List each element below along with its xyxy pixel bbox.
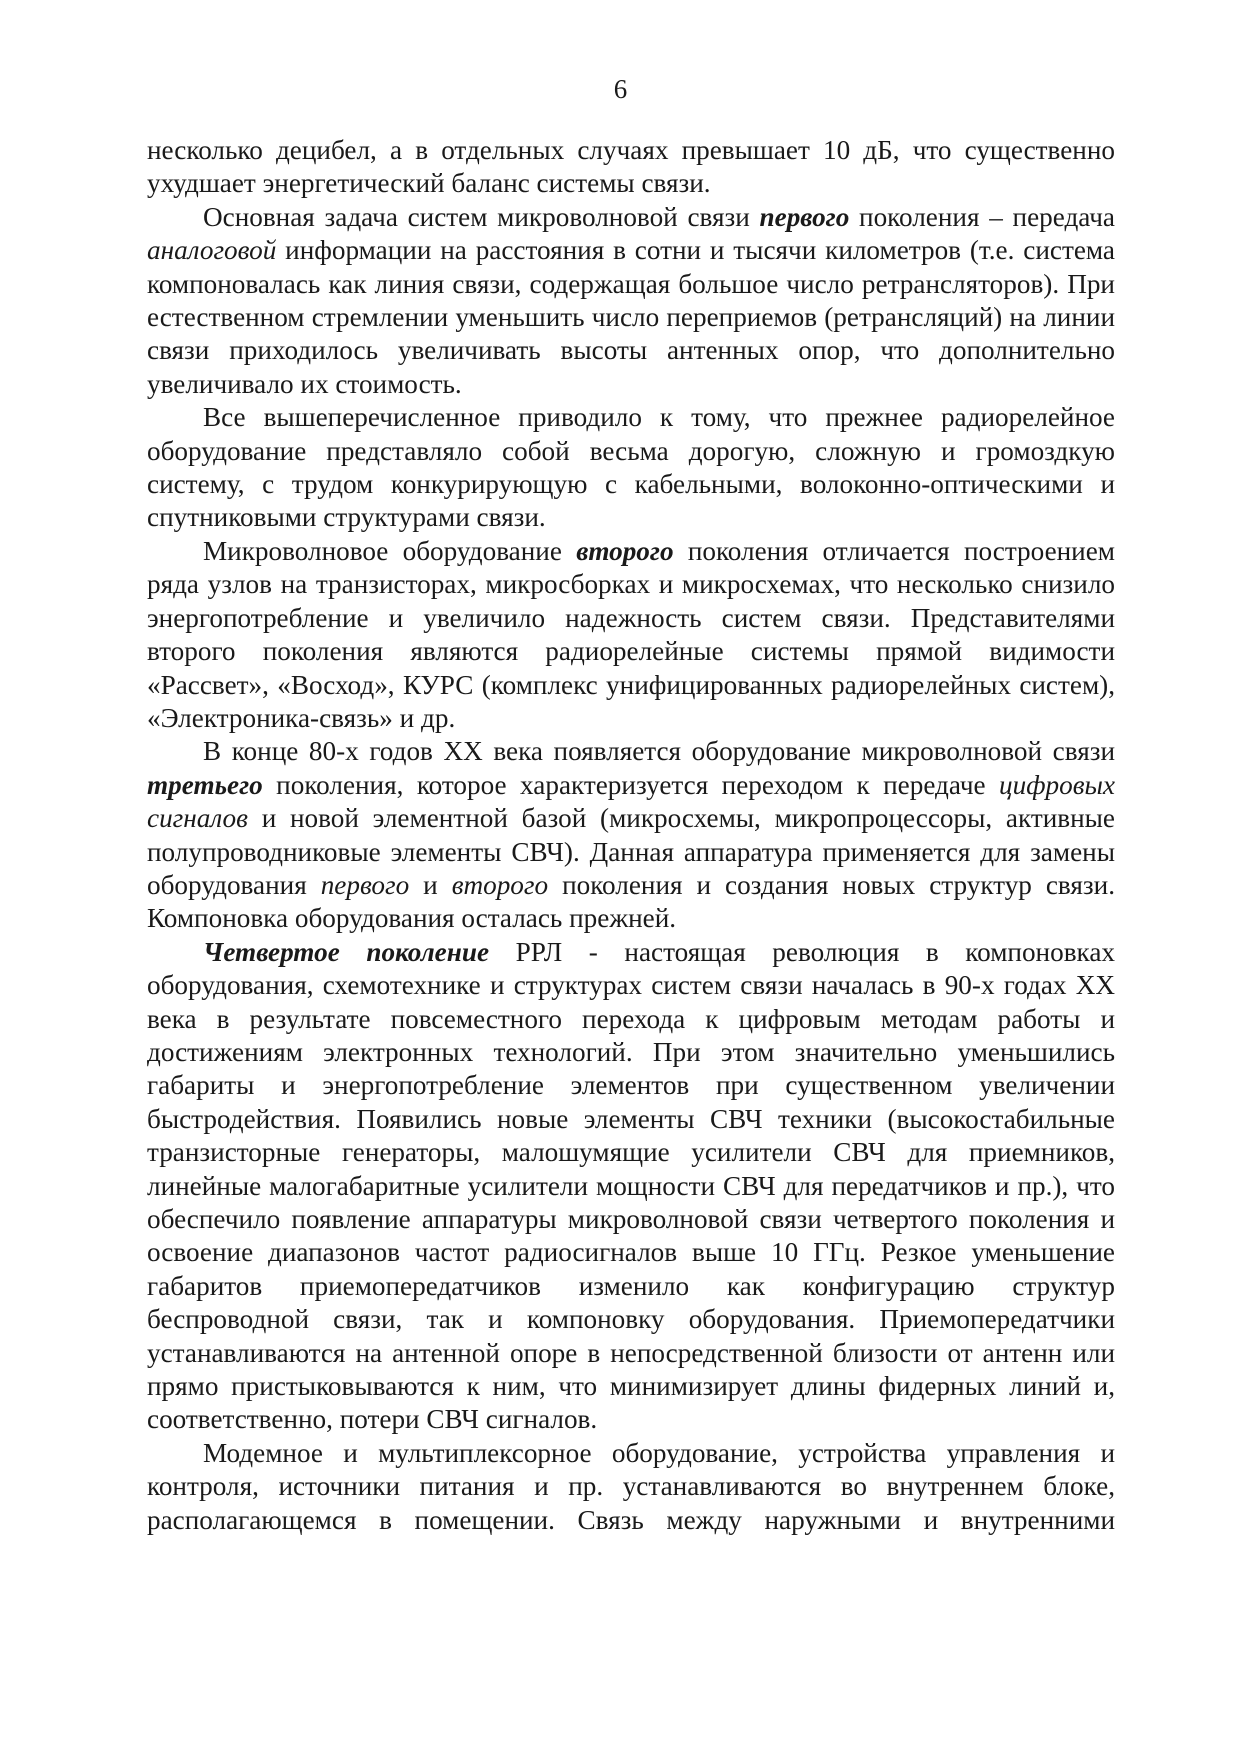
paragraph-p7 bbox=[147, 1437, 1115, 1537]
document-body bbox=[147, 134, 1115, 1537]
paragraph-p4 bbox=[147, 535, 1115, 735]
paragraph-p2 bbox=[147, 201, 1115, 401]
text-run: Микроволновое оборудование bbox=[203, 535, 577, 566]
emphasis-bold-italic: Четвертое поколение bbox=[203, 936, 490, 967]
emphasis-bold-italic: второго bbox=[576, 535, 674, 566]
emphasis-italic: аналоговой bbox=[147, 235, 277, 266]
emphasis-bold-italic: первого bbox=[759, 201, 850, 232]
emphasis-italic: первого bbox=[320, 869, 410, 900]
paragraph-p5 bbox=[147, 735, 1115, 935]
text-run: поколения отличается построением ряда узлов на транзисторах, микросборках и микросхемах, что несколько снизило энергопотребление и увеличило надежность систем связи. Представителями второго поколения являются радиорелейные системы прямой видимости «Рассвет», «Восход», КУРС (комплекс унифицированных радиорелейных систем), «Электроника-связь» и др. bbox=[147, 535, 1116, 733]
text-run: РРЛ - настоящая революция в компоновках оборудования, схемотехнике и структурах систем связи началась в 90-х годах XX века в результате повсеместного перехода к цифровым методам работы и достижениям электронных технологий. При этом значительно уменьшились габариты и энергопотребление элементов при существенном увеличении быстродействия. Появились новые элементы СВЧ техники (высокостабильные транзисторные генераторы, малошумящие усилители СВЧ для приемников, линейные малогабаритные усилители мощности СВЧ для передатчиков и пр.), что обеспечило появление аппаратуры микроволновой связи четвертого поколения и освоение диапазонов частот радиосигналов выше 10 ГГц. Резкое уменьшение габаритов приемопередатчиков изменило как конфигурацию структур беспроводной связи, так и компоновку оборудования. Приемопередатчики устанавливаются на антенной опоре в непосредственной близости от антенн или прямо пристыковываются к ним, что минимизирует длины фидерных линий и, соответственно, потери СВЧ сигналов. bbox=[147, 936, 1115, 1435]
emphasis-bold-italic: третьего bbox=[147, 769, 263, 800]
text-run: поколения, которое характеризуется переходом к передаче bbox=[262, 769, 1000, 800]
text-run: поколения и создания новых структур связи. Компоновка оборудования осталась прежней. bbox=[147, 869, 1115, 934]
text-run: несколько децибел, а в отдельных случаях превышает 10 дБ, что существенно ухудшает энергетический баланс системы связи. bbox=[147, 135, 1115, 199]
text-run: поколения – передача bbox=[849, 201, 1115, 232]
paragraph-p3 bbox=[147, 401, 1115, 535]
text-run: информации на расстояния в сотни и тысячи километров (т.е. система компоновалась как линия связи, содержащая большое число ретрансляторов). При естественном стремлении уменьшить число переприемов (ретрансляций) на линии связи приходилось увеличивать высоты антенных опор, что дополнительно увеличивало их стоимость. bbox=[147, 235, 1115, 399]
text-run: и bbox=[409, 869, 452, 900]
paragraph-p1 bbox=[147, 134, 1115, 201]
text-run: Модемное и мультиплексорное оборудование, устройства управления и контроля, источники питания и пр. устанавливаются во внутреннем блоке, располагающемся в помещении. Связь между наружными и внутренними bbox=[147, 1437, 1115, 1535]
emphasis-italic: цифровых сигналов bbox=[147, 769, 1115, 834]
text-run: В конце 80-х годов XX века появляется оборудование микроволновой связи bbox=[203, 736, 1115, 767]
text-run: Основная задача систем микроволновой связи bbox=[203, 201, 760, 232]
emphasis-italic: второго bbox=[451, 869, 549, 900]
text-run: и новой элементной базой (микросхемы, микропроцессоры, активные полупроводниковые элементы СВЧ). Данная аппаратура применяется для замены оборудования bbox=[147, 803, 1115, 900]
page-number: 6 bbox=[613, 74, 628, 104]
text-run: Все вышеперечисленное приводило к тому, что прежнее радиорелейное оборудование представляло собой весьма дорогую, сложную и громоздкую систему, с трудом конкурирующую с кабельными, волоконно-оптическими и спутниковыми структурами связи. bbox=[147, 402, 1115, 533]
paragraph-p6 bbox=[147, 936, 1115, 1437]
